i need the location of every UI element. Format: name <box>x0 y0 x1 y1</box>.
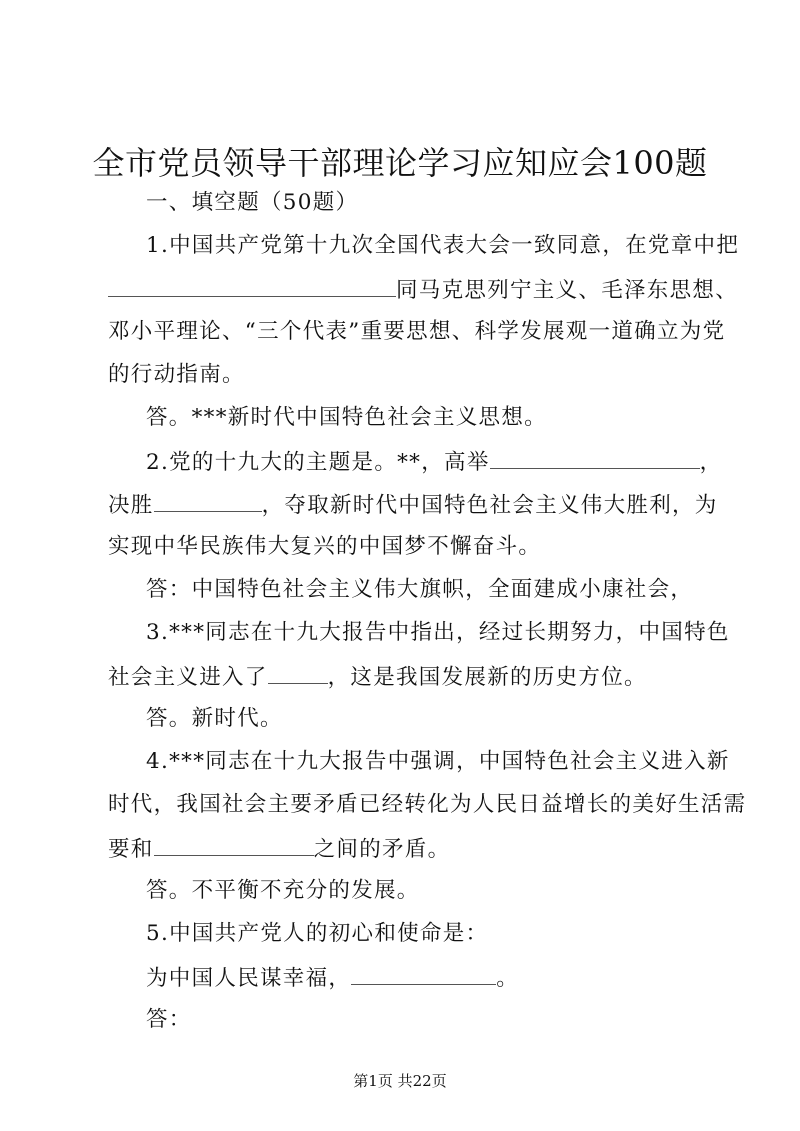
question-3-line-1: 3.***同志在十九大报告中指出，经过长期努力，中国特色 <box>146 620 730 645</box>
question-5-line-1: 5.中国共产党人的初心和使命是： <box>146 921 489 946</box>
question-1-line-4: 的行动指南。 <box>108 362 245 387</box>
question-3-line-2 <box>108 661 647 693</box>
question-1-line-3: 邓小平理论、“三个代表”重要思想、科学发展观一道确立为党 <box>108 319 726 344</box>
answer-blank <box>108 274 396 297</box>
answer-blank <box>490 446 700 469</box>
section-heading: 一、填空题（50题） <box>146 190 359 215</box>
text: 同马克思列宁主义、毛泽东思想、 <box>396 278 739 303</box>
page-footer: 第1页 共22页 <box>353 1072 447 1090</box>
text: ， <box>699 450 723 475</box>
question-4-answer: 答。不平衡不充分的发展。 <box>146 878 420 903</box>
question-1-line-2 <box>108 274 738 306</box>
answer-blank <box>268 661 328 684</box>
question-2-line-3: 实现中华民族伟大复兴的中国梦不懈奋斗。 <box>108 534 542 559</box>
document-title: 全市党员领导干部理论学习应知应会100题 <box>92 144 708 182</box>
question-5-answer: 答： <box>146 1007 192 1032</box>
question-5-line-2 <box>146 962 519 994</box>
text: 要和 <box>108 837 154 862</box>
question-4-line-3 <box>108 833 450 865</box>
text: ，夺取新时代中国特色社会主义伟大胜利，为 <box>261 493 718 518</box>
question-3-answer: 答。新时代。 <box>146 706 283 731</box>
question-2-line-2 <box>108 489 718 521</box>
question-2-answer: 答：中国特色社会主义伟大旗帜，全面建成小康社会， <box>146 577 694 602</box>
answer-blank <box>154 833 314 856</box>
text: ，这是我国发展新的历史方位。 <box>327 665 647 690</box>
text: 决胜 <box>108 493 154 518</box>
question-1-answer: 答。***新时代中国特色社会主义思想。 <box>146 405 547 430</box>
question-4-line-2: 时代，我国社会主要矛盾已经转化为人民日益增长的美好生活需 <box>108 792 747 817</box>
text: 。 <box>496 966 520 991</box>
question-4-line-1: 4.***同志在十九大报告中强调，中国特色社会主义进入新 <box>146 749 730 774</box>
question-1-line-1: 1.中国共产党第十九次全国代表大会一致同意，在党章中把 <box>146 233 740 258</box>
answer-blank <box>154 489 262 512</box>
answer-blank <box>351 962 496 985</box>
text: 为中国人民谋幸福， <box>146 966 352 991</box>
text: 2.党的十九大的主题是。**，高举 <box>146 450 490 475</box>
question-2-line-1 <box>146 446 722 478</box>
text: 之间的矛盾。 <box>313 837 451 862</box>
text: 社会主义进入了 <box>108 665 268 690</box>
